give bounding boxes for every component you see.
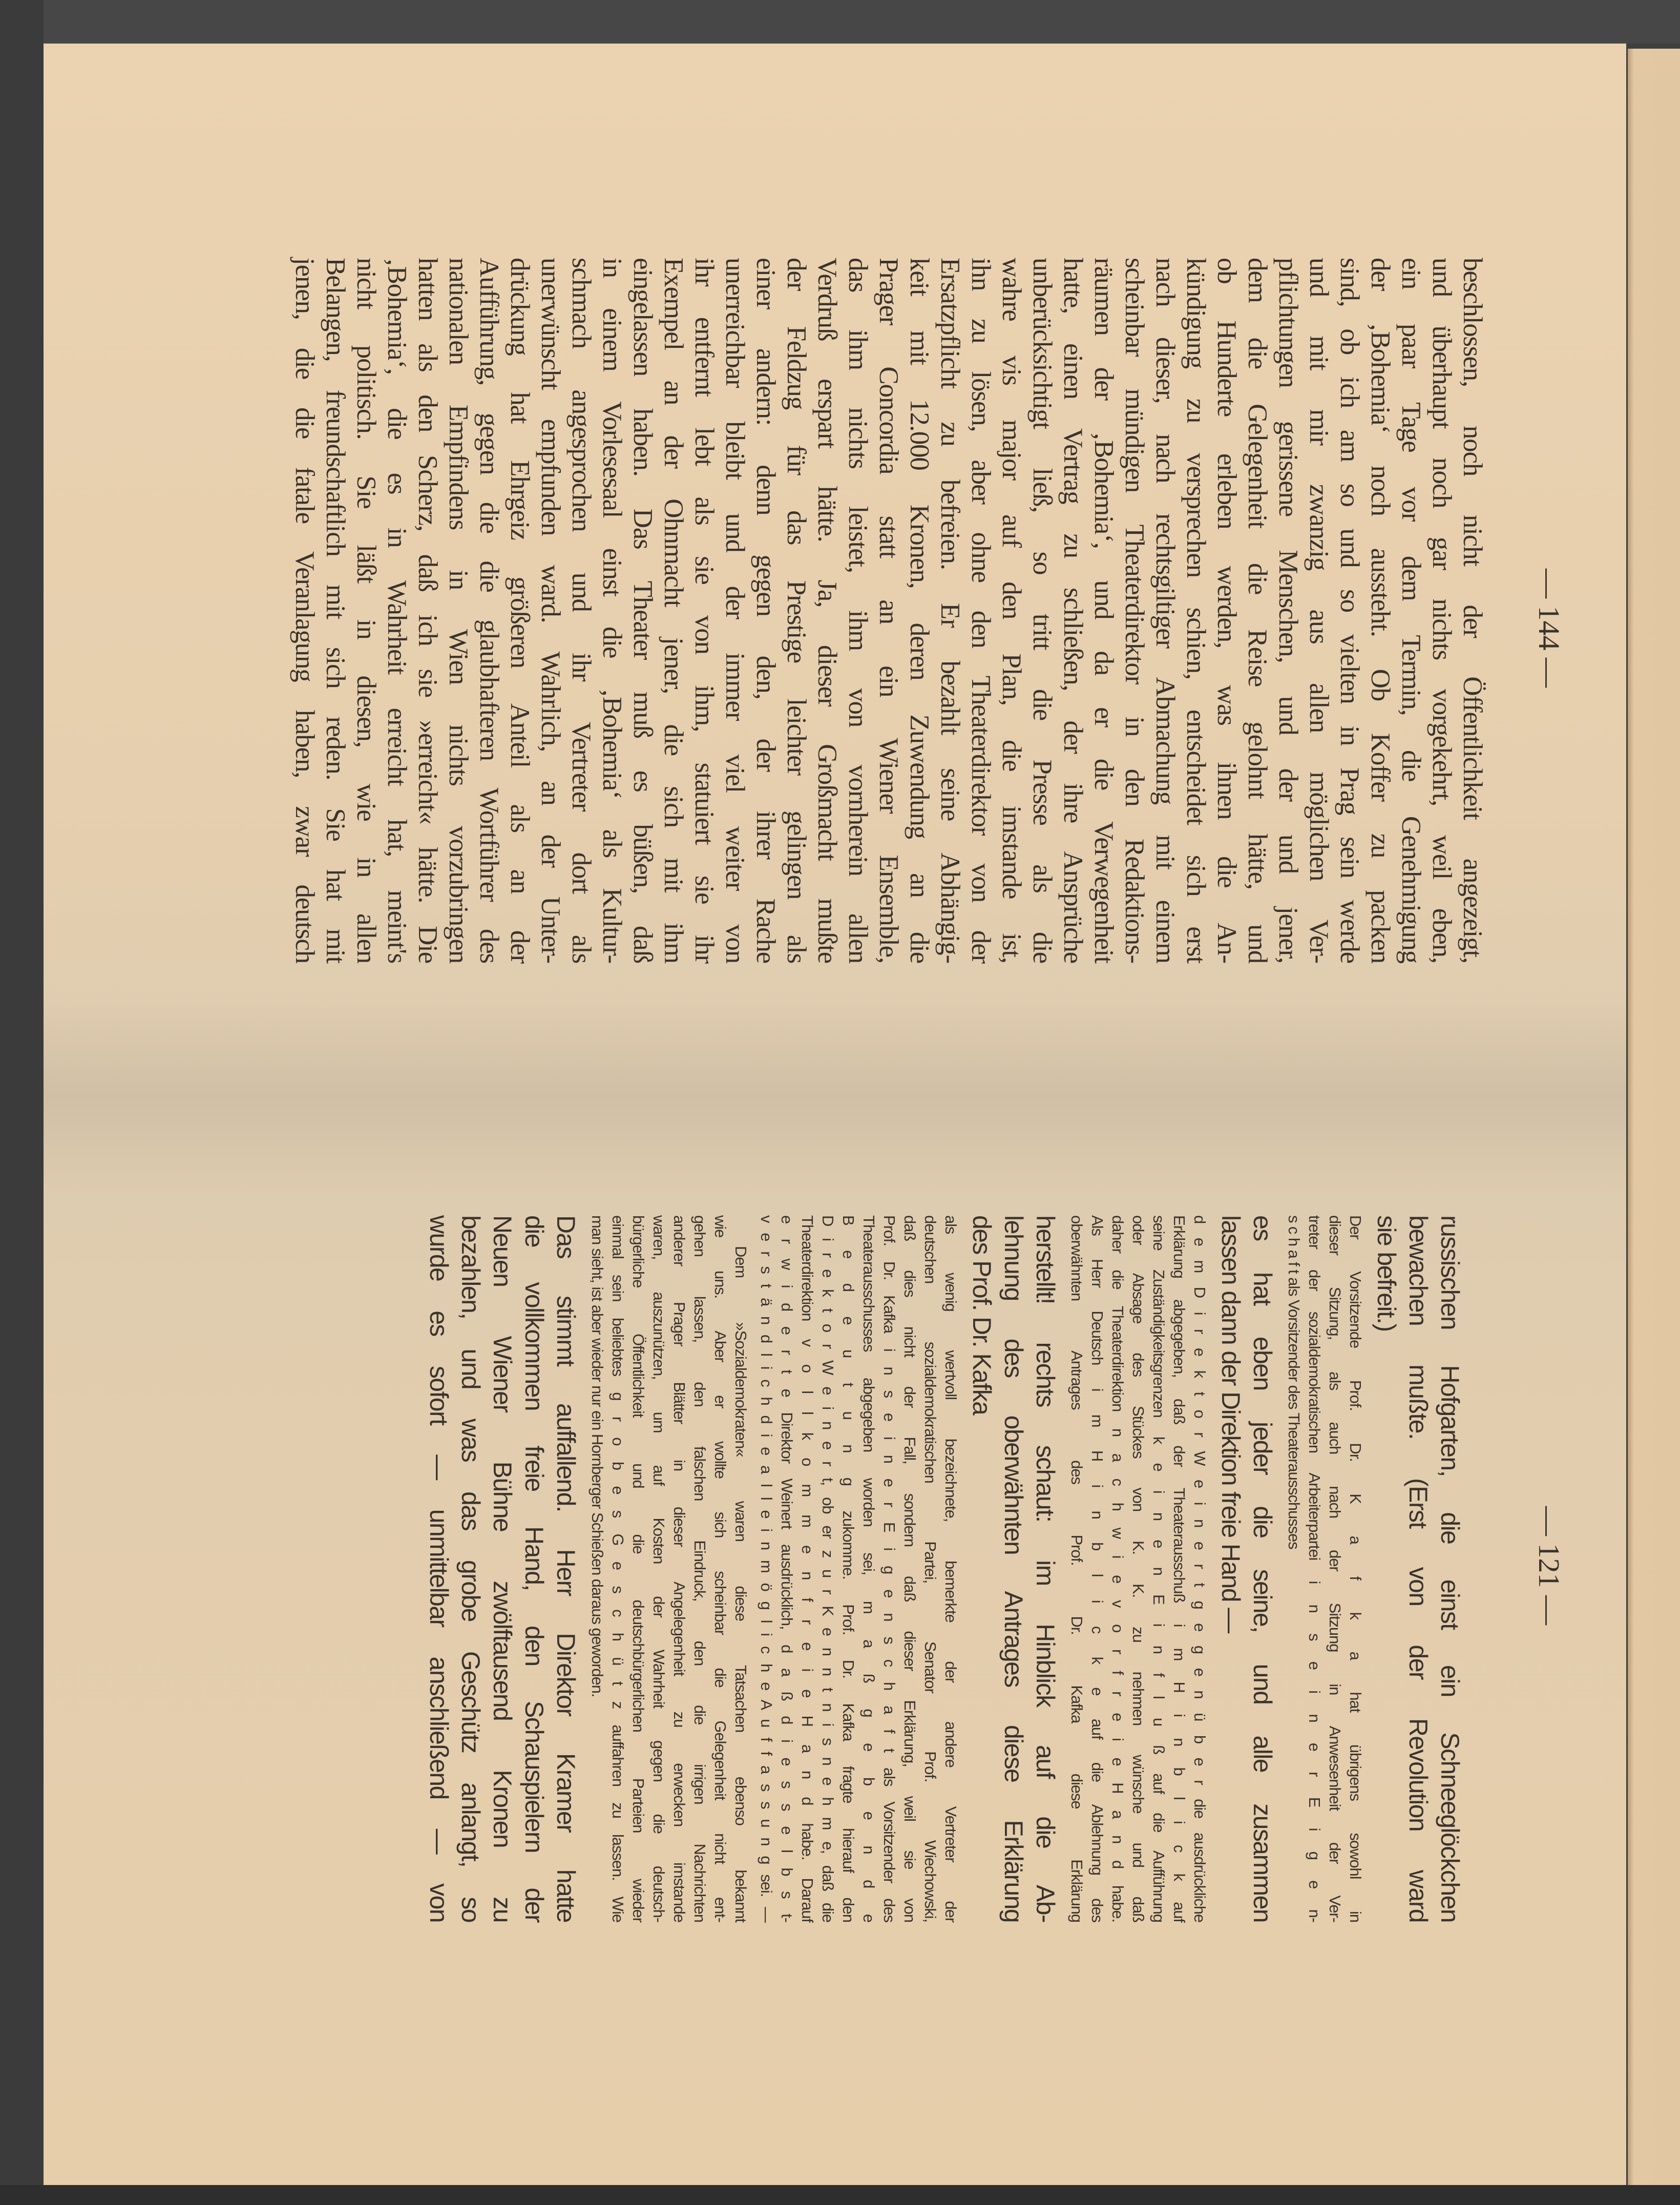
text-line: daß dies nicht der Fall, sondern daß dieser Erklärung, weil sie von bbox=[901, 1215, 919, 1922]
paragraph-block bbox=[423, 1215, 582, 1922]
text-line: des Prof. Dr. Kafka bbox=[968, 1215, 996, 1415]
text-line: daher die Theaterdirektion n a c h w i e v o r f r e i e H a n d habe. bbox=[1109, 1215, 1127, 1922]
text-line: eingelassen haben. Das Theater muß es büßen, daß bbox=[628, 258, 658, 963]
page-number-121: — 121 — bbox=[1532, 1506, 1566, 1625]
text-line: anderer Prager Blätter in dieser Angelegenheit zu erwecken imstande bbox=[670, 1215, 688, 1922]
text-line: ihr entfernt lebt als sie von ihm, statuiert sie ihr bbox=[689, 258, 719, 963]
text-line: bezahlen, und was das grobe Geschütz anlangt, so bbox=[456, 1215, 485, 1922]
text-line: ihn zu lösen, aber ohne den Theaterdirektor von der bbox=[966, 258, 996, 963]
paragraph-block bbox=[1371, 1215, 1466, 1922]
text-line: als wenig wertvoll bezeichnete, bemerkte der andere Vertreter der bbox=[942, 1215, 960, 1922]
quoted-report-block bbox=[1284, 1215, 1366, 1922]
text-line: und mit mir zwanzig aus allen möglichen Ver- bbox=[1304, 258, 1334, 963]
text-line: jenen, die die fatale Veranlagung haben, zwar deutsch bbox=[290, 258, 320, 963]
text-line: schmach angesprochen und ihr Vertreter dort als bbox=[566, 258, 596, 963]
text-line: die vollkommen freie Hand, den Schauspielern der bbox=[520, 1215, 549, 1922]
text-line: der ‚Bohemia‘ noch aussteht. Ob Koffer zu packen bbox=[1366, 258, 1395, 963]
text-line: Theaterausschusses abgegeben worden sei, m a ß g e b e n d e bbox=[860, 1215, 878, 1922]
text-line: scheinbar mündigen Theaterdirektor in den Redaktions- bbox=[1120, 258, 1149, 963]
text-line: Belangen, freundschaftlich mit sich reden. Sie hat mit bbox=[321, 258, 350, 963]
text-line: s c h a f t als Vorsitzender des Theaterausschusses bbox=[1285, 1215, 1303, 1549]
text-line: kündigung zu versprechen schien, entscheidet sich erst bbox=[1181, 258, 1211, 963]
text-line: Theaterdirektion v o l l k o m m e n f r e i e H a n d habe. Darauf bbox=[799, 1215, 816, 1922]
text-line: e r w i d e r t e Direktor Weinert ausdrücklich, d a ß d i e s s e l b s t- bbox=[778, 1215, 796, 1922]
text-line: nach dieser, nach rechtsgiltiger Abmachung mit einem bbox=[1150, 258, 1180, 963]
text-line: treter der sozialdemokratischen Arbeiterpartei i n s e i n e r E i g e n- bbox=[1306, 1215, 1324, 1922]
quoted-report-block bbox=[1066, 1215, 1210, 1922]
text-line: D i r e k t o r W e i n e r t, ob er z u r K e n n t n i s n e h m e, daß die bbox=[819, 1215, 837, 1922]
text-line: keit mit 12.000 Kronen, deren Zuwendung an die bbox=[905, 258, 934, 963]
text-line: Aufführung, gegen die die glaubhafteren Wortführer des bbox=[474, 258, 504, 963]
text-line: deutschen sozialdemokratischen Partei, Senator Prof. Wiechowski, bbox=[921, 1215, 939, 1922]
scanner-background-top bbox=[0, 0, 1680, 44]
text-line: wie uns. Aber er wollte sich scheinbar die Gelegenheit nicht ent- bbox=[711, 1215, 729, 1922]
text-line: Exempel an der Ohnmacht jener, die sich mit ihm bbox=[659, 258, 688, 963]
text-line: unerreichbar bleibt und der immer viel weiter von bbox=[720, 258, 750, 963]
text-line: gehen lassen, den falschen Eindruck, den die irrigen Nachrichten bbox=[691, 1215, 709, 1922]
text-line: bewachen mußte. (Erst von der Revolution ward bbox=[1404, 1215, 1433, 1922]
quoted-report-block bbox=[756, 1215, 961, 1922]
text-line: Dem »Sozialdemokraten« waren diese Tatsachen ebenso bekannt bbox=[732, 1246, 750, 1922]
text-line: lehnung des oberwähnten Antrages diese Erklärung bbox=[999, 1215, 1028, 1922]
page-121-text-column bbox=[418, 1215, 1466, 1922]
scanner-background-left bbox=[0, 0, 44, 2205]
text-line: ein paar Tage vor dem Termin, die Genehmigung bbox=[1396, 258, 1426, 963]
text-line: und überhaupt noch gar nichts vorgekehrt, weil eben, bbox=[1427, 258, 1457, 963]
text-line: Prof. Dr. Kafka i n s e i n e r E i g e n s c h a f t als Vorsitzender des bbox=[880, 1215, 898, 1922]
text-line: B e d e u t u n g zukomme. Prof. Dr. Kafka fragte hierauf den bbox=[839, 1215, 857, 1922]
text-line: das ihm nichts leistet, ihm von vornherein allen bbox=[843, 258, 873, 963]
page-fold-gutter bbox=[44, 999, 1626, 1194]
text-line: dieser Sitzung, als auch nach der Sitzung in Anwesenheit der Ver- bbox=[1326, 1215, 1344, 1922]
text-line: lassen dann der Direktion freie Hand — bbox=[1216, 1215, 1245, 1633]
text-line: drückung hat Ehrgeiz größeren Anteil als an der bbox=[505, 258, 535, 963]
text-line: es hat eben jeder die seine, und alle zusammen bbox=[1248, 1215, 1277, 1922]
text-line: ‚Bohemia‘, die es in Wahrheit erreicht hat, meint's bbox=[382, 258, 412, 963]
text-line: sie befreit.) bbox=[1372, 1215, 1401, 1332]
text-line: Neuen Wiener Bühne zwölftausend Kronen zu bbox=[488, 1215, 517, 1922]
page-144-text-column bbox=[289, 258, 1488, 963]
text-line: räumen der ‚Bohemia‘, und da er die Verwegenheit bbox=[1089, 258, 1119, 963]
text-line: sind, ob ich am so und so vielten in Prag sein werde bbox=[1335, 258, 1364, 963]
text-line: in einem Vorlesesaal einst die ‚Bohemia‘ als Kultur- bbox=[597, 258, 627, 963]
paragraph-block bbox=[966, 1215, 1061, 1922]
text-line: Der Vorsitzende Prof. Dr. K a f k a hat übrigens sowohl in bbox=[1347, 1215, 1364, 1922]
text-line: herstellt! rechts schaut: im Hinblick auf die Ab- bbox=[1031, 1215, 1060, 1922]
quoted-report-block bbox=[587, 1215, 751, 1922]
text-line: Erklärung abgegeben, daß der Theaterausschuß i m H i n b l i c k auf bbox=[1170, 1215, 1188, 1922]
text-line: nationalen Empfindens in Wien nichts vorzubringen bbox=[444, 258, 473, 963]
text-line: einmal sein beliebtes g r o b e s G e s c h ü t z auffahren zu lassen. Wie bbox=[609, 1215, 627, 1922]
adjacent-page-edge bbox=[1628, 49, 1680, 2185]
text-line: Das stimmt auffallend. Herr Direktor Kramer hatte bbox=[552, 1215, 580, 1922]
text-line: pflichtungen gerissene Menschen, und der und jener, bbox=[1273, 258, 1303, 963]
text-line: d e m D i r e k t o r W e i n e r t g e g e n ü b e r die ausdrückliche bbox=[1191, 1215, 1209, 1922]
text-line: wurde es sofort — unmittelbar anschließend — von bbox=[425, 1215, 453, 1922]
text-line: bürgerliche Öffentlichkeit und die deutschbürgerlichen Parteien wieder bbox=[629, 1215, 647, 1922]
text-line: unberücksichtigt ließ, so tritt die Presse als die bbox=[1027, 258, 1057, 963]
text-line: Als Herr Deutsch i m H i n b l i c k e auf die Ablehnung des bbox=[1088, 1215, 1106, 1922]
text-line: hatte, einen Vertrag zu schließen, der ihre Ansprüche bbox=[1058, 258, 1088, 963]
text-line: man sieht, ist aber wieder nur ein Hornberger Schießen daraus geworden. bbox=[589, 1215, 606, 1697]
text-line: dem die Gelegenheit die Reise gelohnt hätte, und bbox=[1243, 258, 1272, 963]
text-line: beschlossen, noch nicht der Öffentlichkeit angezeigt, bbox=[1458, 258, 1487, 963]
paragraph-block bbox=[1215, 1215, 1278, 1922]
text-line: seine Zuständigkeitsgrenzen k e i n e n E i n f l u ß auf die Aufführung bbox=[1150, 1215, 1168, 1922]
text-line: oder Absage des Stückes von K. K. zu nehmen wünsche und daß bbox=[1129, 1215, 1147, 1922]
page-number-144: — 144 — bbox=[1532, 569, 1566, 688]
text-line: unerwünscht empfunden ward. Wahrlich, an der Unter- bbox=[536, 258, 565, 963]
text-line: einer andern: denn gegen den, der ihrer Rache bbox=[751, 258, 781, 963]
text-line: Prager Concordia statt an ein Wiener Ensemble, bbox=[874, 258, 904, 963]
text-line: russischen Hofgarten, die einst ein Schneeglöckchen bbox=[1436, 1215, 1464, 1922]
text-line: nicht politisch. Sie läßt in diesen, wie in allen bbox=[351, 258, 381, 963]
text-line: waren, auszunützen, um auf Kosten der Wahrheit gegen die deutsch- bbox=[650, 1215, 668, 1922]
text-line: der Feldzug für das Prestige leichter gelingen als bbox=[782, 258, 811, 963]
text-line: oberwähnten Antrages des Prof. Dr. Kafka diese Erklärung bbox=[1068, 1215, 1086, 1922]
text-line: ob Hunderte erleben werden, was ihnen die An- bbox=[1212, 258, 1242, 963]
scanner-background-bottom bbox=[0, 2185, 1680, 2205]
text-line: hatten als den Scherz, daß ich sie »erreicht« hätte. Die bbox=[413, 258, 443, 963]
text-line: v e r s t ä n d l i c h d i e a l l e i n m ö g l i c h e A u f f a s s u n g sei. — bbox=[758, 1215, 775, 1922]
text-line: Ersatzpflicht zu befreien. Er bezahlt seine Abhängig- bbox=[935, 258, 965, 963]
text-line: wahre vis major auf den Plan, die imstande ist, bbox=[997, 258, 1026, 963]
text-line: Verdruß erspart hätte. Ja, dieser Großmacht mußte bbox=[812, 258, 842, 963]
